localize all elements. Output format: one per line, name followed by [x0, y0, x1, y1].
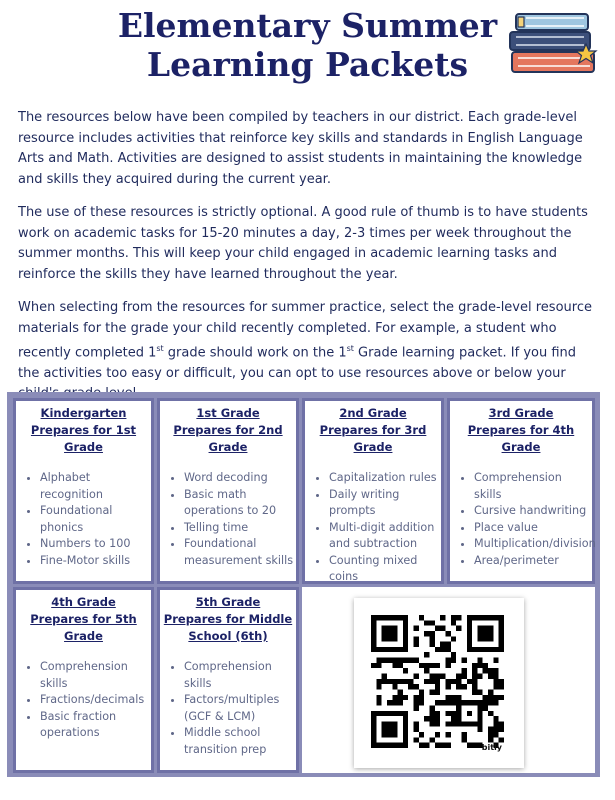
stack-of-books-icon [506, 8, 602, 88]
grade-card-3rd [447, 398, 595, 584]
grade-card-4th [13, 587, 154, 773]
grade-card-title: 2nd Grade Prepares for 3rd Grade [319, 406, 427, 454]
intro-paragraph-1: The resources below have been compiled by teachers in our district. Each grade-level resource includes activities that reinforce key skills and standards in English Language Arts and Math. Activities are designed to assist students in maintaining the knowledge and skills they acquired during the current year. [18, 110, 583, 187]
grade-card-2nd [302, 398, 444, 584]
skills-list: • Comprehension skills • Fractions/decimals • Basic fraction operations [16, 659, 151, 742]
grade-card-title: 4th Grade Prepares for 5th Grade [30, 595, 137, 643]
intro-paragraph-3: When selecting from the resources for summer practice, select the grade-level resource materials for the grade your child recently completed. For example, a student who recently completed 1st grade should work on the 1st Grade learning packet. If you find the activities too easy or difficult, you can opt to use resources above or below your [18, 300, 592, 381]
title-line-1: Elementary Summer [117, 6, 498, 45]
grade-card-kindergarten [13, 398, 154, 584]
grade-card-title: 3rd Grade Prepares for 4th Grade [467, 406, 575, 454]
skills-list: • Capitalization rules • Daily writing prompts • Multi-digit addition and subtraction • Counting mixed coins [305, 470, 441, 586]
title-line-2: Learning Packets [146, 45, 469, 84]
grade-card-1st [157, 398, 299, 584]
grade-card-title: 5th Grade Prepares for Middle School (6th) [163, 595, 293, 643]
skills-list: • Alphabet recognition • Foundational phonics • Numbers to 100 • Fine-Motor skills [16, 470, 151, 569]
qr-brand-label: bitly [481, 743, 502, 752]
skills-list: • Comprehension skills • Factors/multiples (GCF & LCM) • Middle school transition prep [160, 659, 296, 758]
grade-card-title: 1st Grade Prepares for 2nd Grade [173, 406, 283, 454]
qr-code-icon[interactable] [371, 615, 504, 748]
skills-list: • Word decoding • Basic math operations to 20 • Telling time • Foundational measurement skills [160, 470, 296, 569]
skills-list: • Comprehension skills • Cursive handwriting • Place value • Multiplication/division • Area/perimeter [450, 470, 592, 569]
qr-code-card[interactable] [354, 598, 524, 768]
grade-card-5th [157, 587, 299, 773]
intro-text [18, 108, 600, 418]
intro-paragraph-2: The use of these resources is strictly optional. A good rule of thumb is to have students work on academic tasks for 15-20 minutes a day, 2-3 times per week throughout the summer months. This will keep your child engaged in academic learning tasks and reinforce the skills they have learned throughout the year. [18, 205, 588, 282]
grade-card-title: Kindergarten Prepares for 1st Grade [30, 406, 137, 454]
